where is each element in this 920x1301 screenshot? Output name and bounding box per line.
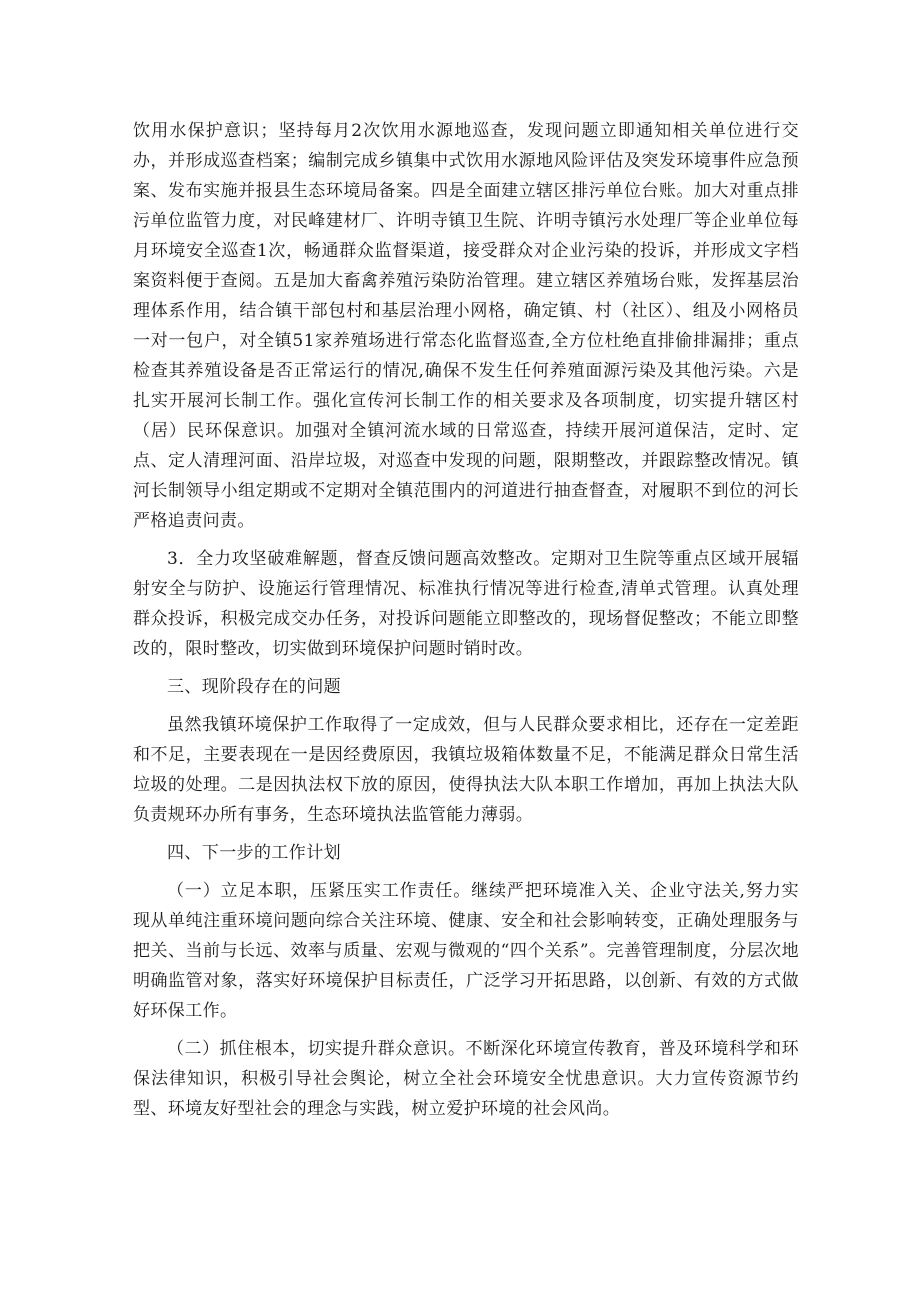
section-heading-problems: 三、现阶段存在的问题 xyxy=(167,677,341,697)
document-page xyxy=(133,116,799,1124)
section-heading-next-plan: 四、下一步的工作计划 xyxy=(167,843,341,863)
paragraph-plan-two: （二）抓住根本，切实提升群众意识。不断深化环境宣传教育，普及环境科学和环保法律知识，积极引导社会舆论，树立全社会环境安全忧患意识。大力宣传资源节约型、环境友好型社会的理念与实践，树立爱护环境的社会风尚。 xyxy=(133,1039,799,1119)
paragraph-water-protection: 饮用水保护意识；坚持每月2次饮用水源地巡查，发现问题立即通知相关单位进行交办，并形成巡查档案；编制完成乡镇集中式饮用水源地风险评估及突发环境事件应急预案、发布实施并报县生态环境局备案。四是全面建立辖区排污单位台账。加大对重点排污单位监管力度，对民峰建材厂、许明寺镇卫生院、许明寺镇污水处理厂等企业单位每月环境安全巡查1次，畅通群众监督渠道，接受群众对企业污染的投诉，并形成文字档案资料便于查阅。五是加大畜禽养殖污染防治管理。建立辖区养殖场台账，发挥基层治理体系作用，结合镇干部包村和基层治理小网格，确定镇、村（社区）、组及小网格员一对一包户，对全镇51家养殖场进行常态化监督巡查,全方位杜绝直排偷排漏排；重点检查其养殖设备是否正常运行的情况,确保不发生任何养殖面源污染及其他污染。六是扎实开展河长制工作。强化宣传河长制工作的相关要求及各项制度，切实提升辖区村（居）民环保意识。加强对全镇河流水域的日常巡查，持续开展河道保洁，定时、定点、定人清理河面、沿岸垃圾，对巡查中发现的问题，限期整改，并跟踪整改情况。镇河长制领导小组定期或不定期对全镇范围内的河道进行抽查督查，对履职不到位的河长严格追责问责。 xyxy=(133,121,799,531)
paragraph-plan-one: （一）立足本职，压紧压实工作责任。继续严把环境准入关、企业守法关,努力实现从单纯注重环境问题向综合关注环境、健康、安全和社会影响转变，正确处理服务与把关、当前与长远、效率与质量、宏观与微观的“四个关系”。完善管理制度，分层次地明确监管对象，落实好环境保护目标责任，广泛学习开拓思路，以创新、有效的方式做好环保工作。 xyxy=(133,881,799,1021)
paragraph-problems: 虽然我镇环境保护工作取得了一定成效，但与人民群众要求相比，还存在一定差距和不足，主要表现在一是因经费原因，我镇垃圾箱体数量不足，不能满足群众日常生活垃圾的处理。二是因执法权下放的原因，使得执法大队本职工作增加，再加上执法大队负责规环办所有事务，生态环境执法监管能力薄弱。 xyxy=(133,715,799,825)
paragraph-rectification: 3．全力攻坚破难解题，督查反馈问题高效整改。定期对卫生院等重点区域开展辐射安全与防护、设施运行管理情况、标准执行情况等进行检查,清单式管理。认真处理群众投诉，积极完成交办任务，对投诉问题能立即整改的，现场督促整改；不能立即整改的，限时整改，切实做到环境保护问题时销时改。 xyxy=(133,549,799,659)
